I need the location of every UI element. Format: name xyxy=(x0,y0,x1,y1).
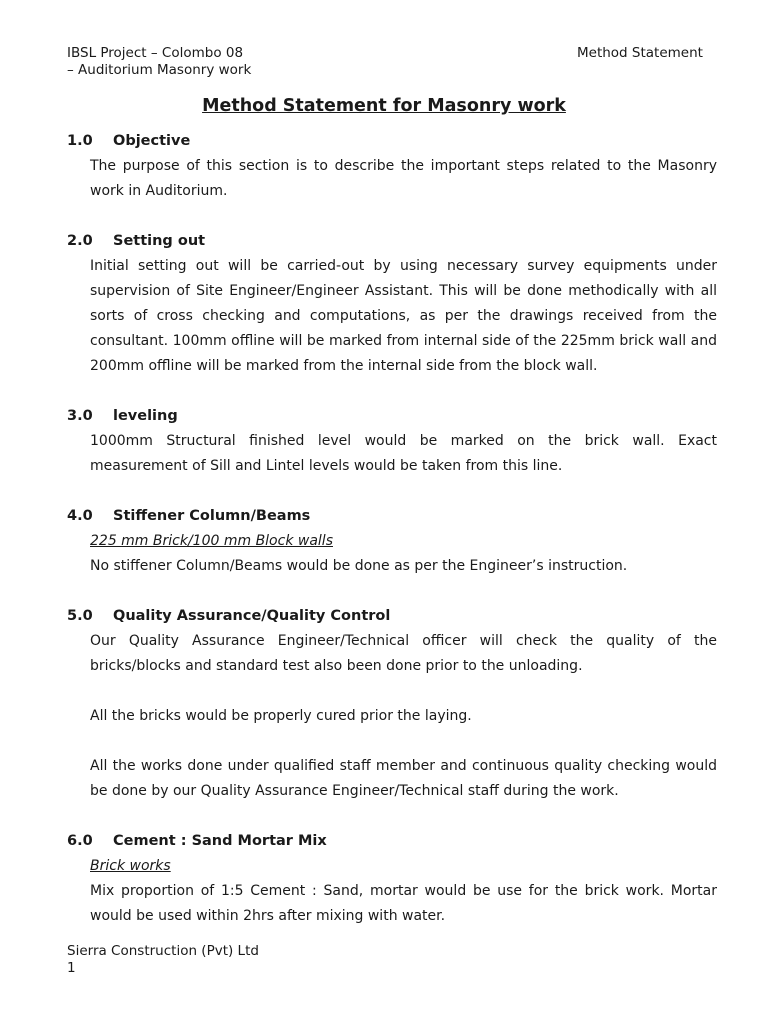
section-body xyxy=(67,254,717,379)
section-number: 4.0 xyxy=(67,508,93,524)
document-title: Method Statement for Masonry work xyxy=(202,96,566,116)
section-body xyxy=(67,154,717,204)
header-project-info xyxy=(67,45,287,79)
header-document-type: Method Statement xyxy=(577,45,703,61)
section-body xyxy=(67,529,717,579)
section-quality-assurance xyxy=(67,604,717,804)
document-body xyxy=(67,129,717,954)
section-number: 5.0 xyxy=(67,608,93,624)
section-number: 1.0 xyxy=(67,133,93,149)
section-leveling xyxy=(67,404,717,479)
page-number: 1 xyxy=(67,960,76,976)
section-subheading: 225 mm Brick/100 mm Block walls xyxy=(90,533,333,549)
section-heading xyxy=(67,404,717,429)
section-stiffener-column-beams xyxy=(67,504,717,579)
section-title: Quality Assurance/Quality Control xyxy=(113,608,391,624)
section-title: Cement : Sand Mortar Mix xyxy=(113,833,327,849)
section-heading xyxy=(67,129,717,154)
section-number: 6.0 xyxy=(67,833,93,849)
section-heading xyxy=(67,229,717,254)
footer-company: Sierra Construction (Pvt) Ltd xyxy=(67,943,259,959)
paragraph: 1000mm Structural finished level would be marked on the brick wall. Exact measurement of Sill and Lintel levels would be taken from this line. xyxy=(90,433,717,474)
section-number: 2.0 xyxy=(67,233,93,249)
section-title: Setting out xyxy=(113,233,206,249)
section-mortar-mix xyxy=(67,829,717,929)
section-title: Objective xyxy=(113,133,191,149)
section-body xyxy=(67,429,717,479)
paragraph: Our Quality Assurance Engineer/Technical officer will check the quality of the bricks/blocks and standard test also been done prior to the unloading. xyxy=(90,633,717,674)
section-objective xyxy=(67,129,717,204)
section-heading xyxy=(67,504,717,529)
section-title: Stiffener Column/Beams xyxy=(113,508,311,524)
paragraph: The purpose of this section is to describe the important steps related to the Masonry work in Auditorium. xyxy=(90,158,717,199)
paragraph: Mix proportion of 1:5 Cement : Sand, mortar would be use for the brick work. Mortar would be used within 2hrs after mixing with water. xyxy=(90,883,717,924)
section-title: leveling xyxy=(113,408,178,424)
section-setting-out xyxy=(67,229,717,379)
section-subheading: Brick works xyxy=(90,858,171,874)
paragraph: All the bricks would be properly cured prior the laying. xyxy=(90,708,472,724)
page-footer xyxy=(67,943,259,977)
paragraph: Initial setting out will be carried-out by using necessary survey equipments under supervision of Site Engineer/Engineer Assistant. This will be done methodically with all sorts of cross checking and computations, as per the drawings received from the consultant. 100mm offline will be marked from internal side of the 225mm brick wall and 200mm offline will be marked from the internal side from the block wall. xyxy=(90,258,717,374)
section-number: 3.0 xyxy=(67,408,93,424)
section-heading xyxy=(67,604,717,629)
section-heading xyxy=(67,829,717,854)
section-body xyxy=(67,854,717,929)
paragraph: All the works done under qualified staff member and continuous quality checking would be done by our Quality Assurance Engineer/Technical staff during the work. xyxy=(90,758,717,799)
paragraph: No stiffener Column/Beams would be done as per the Engineer’s instruction. xyxy=(90,558,628,574)
header-project-line-1: IBSL Project – Colombo 08 xyxy=(67,45,244,61)
header-project-line-2: – Auditorium Masonry work xyxy=(67,62,252,78)
section-body xyxy=(67,629,717,804)
